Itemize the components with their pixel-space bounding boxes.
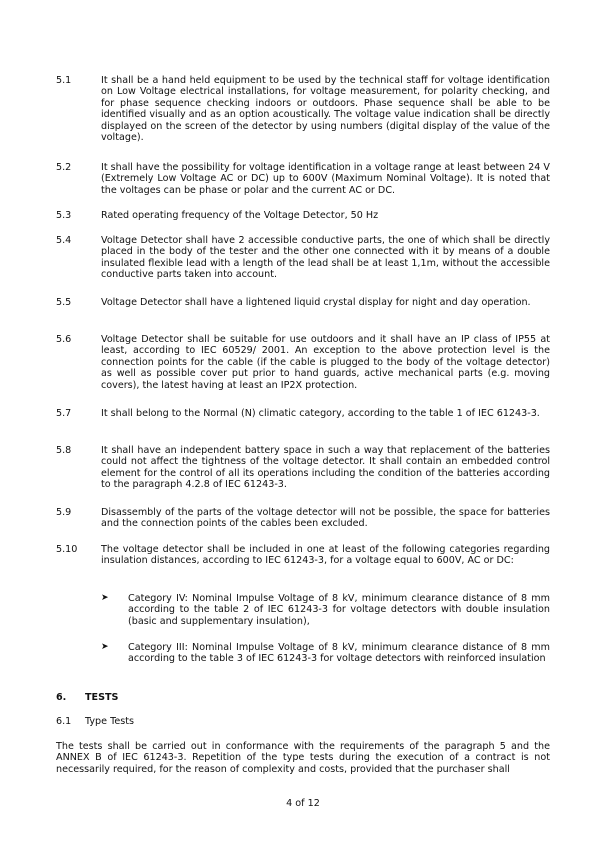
clause-5-4 [56, 235, 550, 281]
page-number: 4 of 12 [286, 798, 320, 809]
section-heading [56, 692, 66, 703]
bullet-category-iii [101, 642, 550, 665]
clause-number: 5.6 [56, 334, 72, 345]
bullet-text: Category III: Nominal Impulse Voltage of 8 kV, minimum clearance distance of 8 mm according to the table 3 of IEC 61243-3 for voltage detectors with reinforced insulation [128, 642, 550, 665]
clause-text: Voltage Detector shall be suitable for use outdoors and it shall have an IP class of IP55 at least, according to IEC 60529/ 2001. An exception to the above protection level is the connection points for the cable (if the cable is plugged to the body of the voltage detector) as well as possible cover put prior to hand guards, active mechanical parts (e.g. moving covers), the latest having at least an IP2X protection. [101, 334, 550, 391]
clause-number: 5.5 [56, 297, 72, 308]
clause-number: 5.3 [56, 210, 72, 221]
arrow-bullet-icon: ➤ [101, 593, 109, 603]
clause-5-2 [56, 162, 550, 196]
clause-number: 5.8 [56, 445, 72, 456]
clause-5-6 [56, 334, 550, 391]
arrow-bullet-icon: ➤ [101, 642, 109, 652]
clause-5-8 [56, 445, 550, 491]
clause-number: 5.2 [56, 162, 72, 173]
clause-5-7 [56, 408, 550, 419]
clause-5-9 [56, 507, 550, 530]
clause-text: Voltage Detector shall have a lightened liquid crystal display for night and day operation. [101, 297, 531, 308]
clause-text: Rated operating frequency of the Voltage Detector, 50 Hz [101, 210, 379, 221]
clause-5-5 [56, 297, 550, 308]
clause-number: 5.1 [56, 75, 72, 86]
clause-number: 5.10 [56, 544, 78, 555]
clause-5-1 [56, 75, 550, 143]
clause-number: 5.9 [56, 507, 72, 518]
clause-5-10 [56, 544, 550, 567]
section-number: 6. [56, 692, 67, 703]
subsection-title: Type Tests [85, 716, 134, 727]
clause-text: It shall belong to the Normal (N) climatic category, according to the table 1 of IEC 61243-3. [101, 408, 540, 419]
subsection-number: 6.1 [56, 716, 72, 727]
clause-text: Disassembly of the parts of the voltage detector will not be possible, the space for batteries and the connection points of the cables been excluded. [101, 507, 550, 530]
bullet-category-iv [101, 593, 550, 627]
bullet-text: Category IV: Nominal Impulse Voltage of 8 kV, minimum clearance distance of 8 mm according to the table 2 of IEC 61243-3 for voltage detectors with double insulation (basic and supplementary insulation), [128, 593, 550, 627]
section-title: TESTS [85, 692, 119, 703]
clause-text: The voltage detector shall be included in one at least of the following categories regarding insulation distances, according to IEC 61243-3, for a voltage equal to 600V, AC or DC: [101, 544, 550, 567]
clause-text: It shall be a hand held equipment to be used by the technical staff for voltage identification on Low Voltage electrical installations, for voltage measurement, for polarity checking, and for phase sequence checking indoors or outdoors. Phase sequence shall be able to be identified visually and as an option acoustically. The voltage value indication shall be directly displayed on the screen of the detector by using numbers (digital display of the value of the voltage). [101, 75, 550, 144]
clause-number: 5.7 [56, 408, 72, 419]
body-paragraph: The tests shall be carried out in conformance with the requirements of the paragraph 5 and the ANNEX B of IEC 61243-3. Repetition of the type tests during the execution of a contract is not necessarily required, for the reason of complexity and costs, provided that the purchaser shall [56, 741, 550, 775]
clause-text: Voltage Detector shall have 2 accessible conductive parts, the one of which shall be directly placed in the body of the tester and the other one connected with it by means of a double insulated flexible lead with a length of the lead shall be at least 1,1m, without the accessible conductive parts taken into account. [101, 235, 550, 281]
clause-number: 5.4 [56, 235, 72, 246]
clause-text: It shall have the possibility for voltage identification in a voltage range at least between 24 V (Extremely Low Voltage AC or DC) up to 600V (Maximum Nominal Voltage). It is noted that the voltages can be phase or polar and the current AC or DC. [101, 162, 550, 196]
clause-text: It shall have an independent battery space in such a way that replacement of the batteries could not affect the tightness of the voltage detector. It shall contain an embedded control element for the control of all its operations including the condition of the batteries according to the paragraph 4.2.8 of IEC 61243-3. [101, 445, 550, 491]
clause-5-3 [56, 210, 550, 221]
